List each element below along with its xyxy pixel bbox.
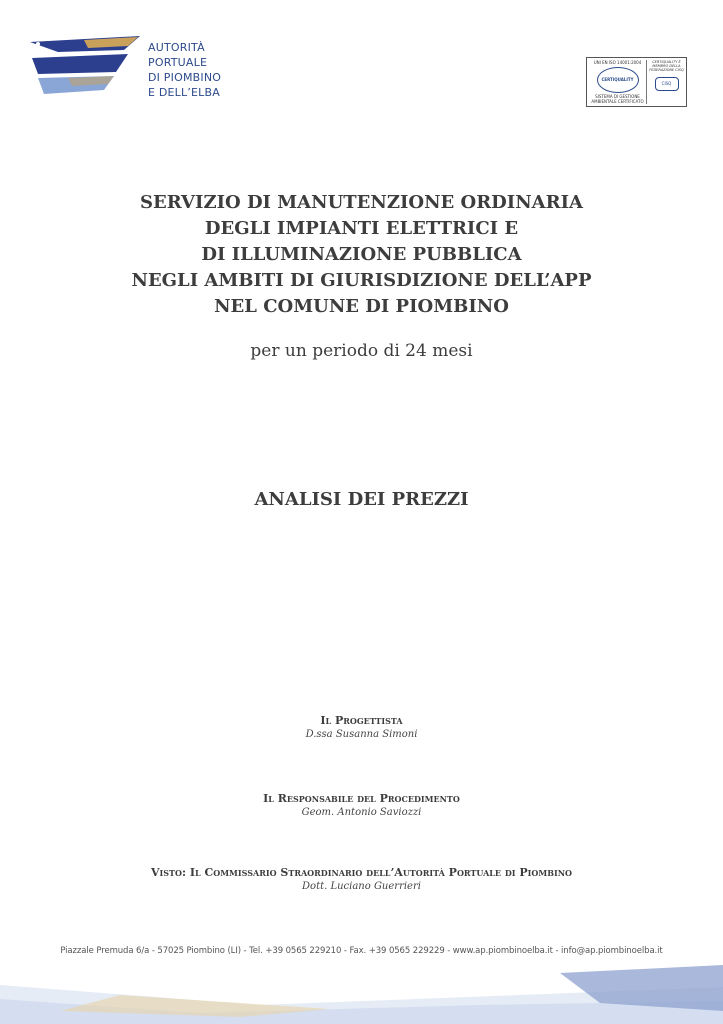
manager-role: Il Responsabile del Procedimento xyxy=(263,792,460,805)
title-line: DEGLI IMPIANTI ELETTRICI E xyxy=(204,218,519,239)
logo-line: DI PIOMBINO xyxy=(148,71,222,84)
cisq-label: CISQ xyxy=(661,81,672,86)
document-subtitle: per un periodo di 24 mesi xyxy=(250,341,473,361)
authority-logo xyxy=(28,32,228,112)
cisq-membership-label: CERTIQUALITY È MEMBRO DELLA FEDERAZIONE CISQ xyxy=(649,60,684,72)
title-line: DI ILLUMINAZIONE PUBBLICA xyxy=(201,244,522,265)
footer-wave-decoration xyxy=(0,965,723,1024)
title-line: SERVIZIO DI MANUTENZIONE ORDINARIA xyxy=(140,192,583,213)
certiquality-seal-icon xyxy=(597,67,639,93)
stamp-divider xyxy=(646,60,647,104)
logo-line: PORTUALE xyxy=(148,56,208,69)
certification-stamp xyxy=(586,57,687,107)
environmental-system-label: SISTEMA DI GESTIONE AMBIENTALE CERTIFICATO xyxy=(591,94,644,104)
logo-emblem-icon xyxy=(28,32,148,102)
designer-name: D.ssa Susanna Simoni xyxy=(305,729,418,740)
commissioner-role: Visto: Il Commissario Straordinario dell’Autorità Portuale di Piombino xyxy=(151,866,572,879)
designer-role: Il Progettista xyxy=(320,714,403,727)
commissioner-name: Dott. Luciano Guerrieri xyxy=(302,881,421,892)
document-heading: ANALISI DEI PREZZI xyxy=(254,489,469,510)
title-line: NEGLI AMBITI DI GIURISDIZIONE DELL’APP xyxy=(131,270,592,291)
manager-name: Geom. Antonio Saviozzi xyxy=(301,807,422,818)
title-line: NEL COMUNE DI PIOMBINO xyxy=(214,296,509,317)
certiquality-label: CERTIQUALITY xyxy=(601,77,634,82)
cisq-membership-badge xyxy=(648,60,685,104)
footer-contact: Piazzale Premuda 6/a - 57025 Piombino (LI) - Tel. +39 0565 229210 - Fax. +39 0565 229229 - www.ap.piombinoelba.it - info@ap.piombinoelba.it xyxy=(60,946,663,956)
document-title xyxy=(60,190,663,320)
commissioner-signature xyxy=(40,866,683,892)
iso-standard-label: UNI EN ISO 14001:2004 xyxy=(593,60,642,65)
logo-line: E DELL’ELBA xyxy=(148,86,220,99)
designer-signature xyxy=(40,714,683,740)
logo-wordmark xyxy=(148,40,221,100)
manager-signature xyxy=(40,792,683,818)
iso-certification-badge xyxy=(590,60,645,104)
cisq-seal-icon xyxy=(655,77,679,91)
logo-line: AUTORITÀ xyxy=(148,41,205,54)
